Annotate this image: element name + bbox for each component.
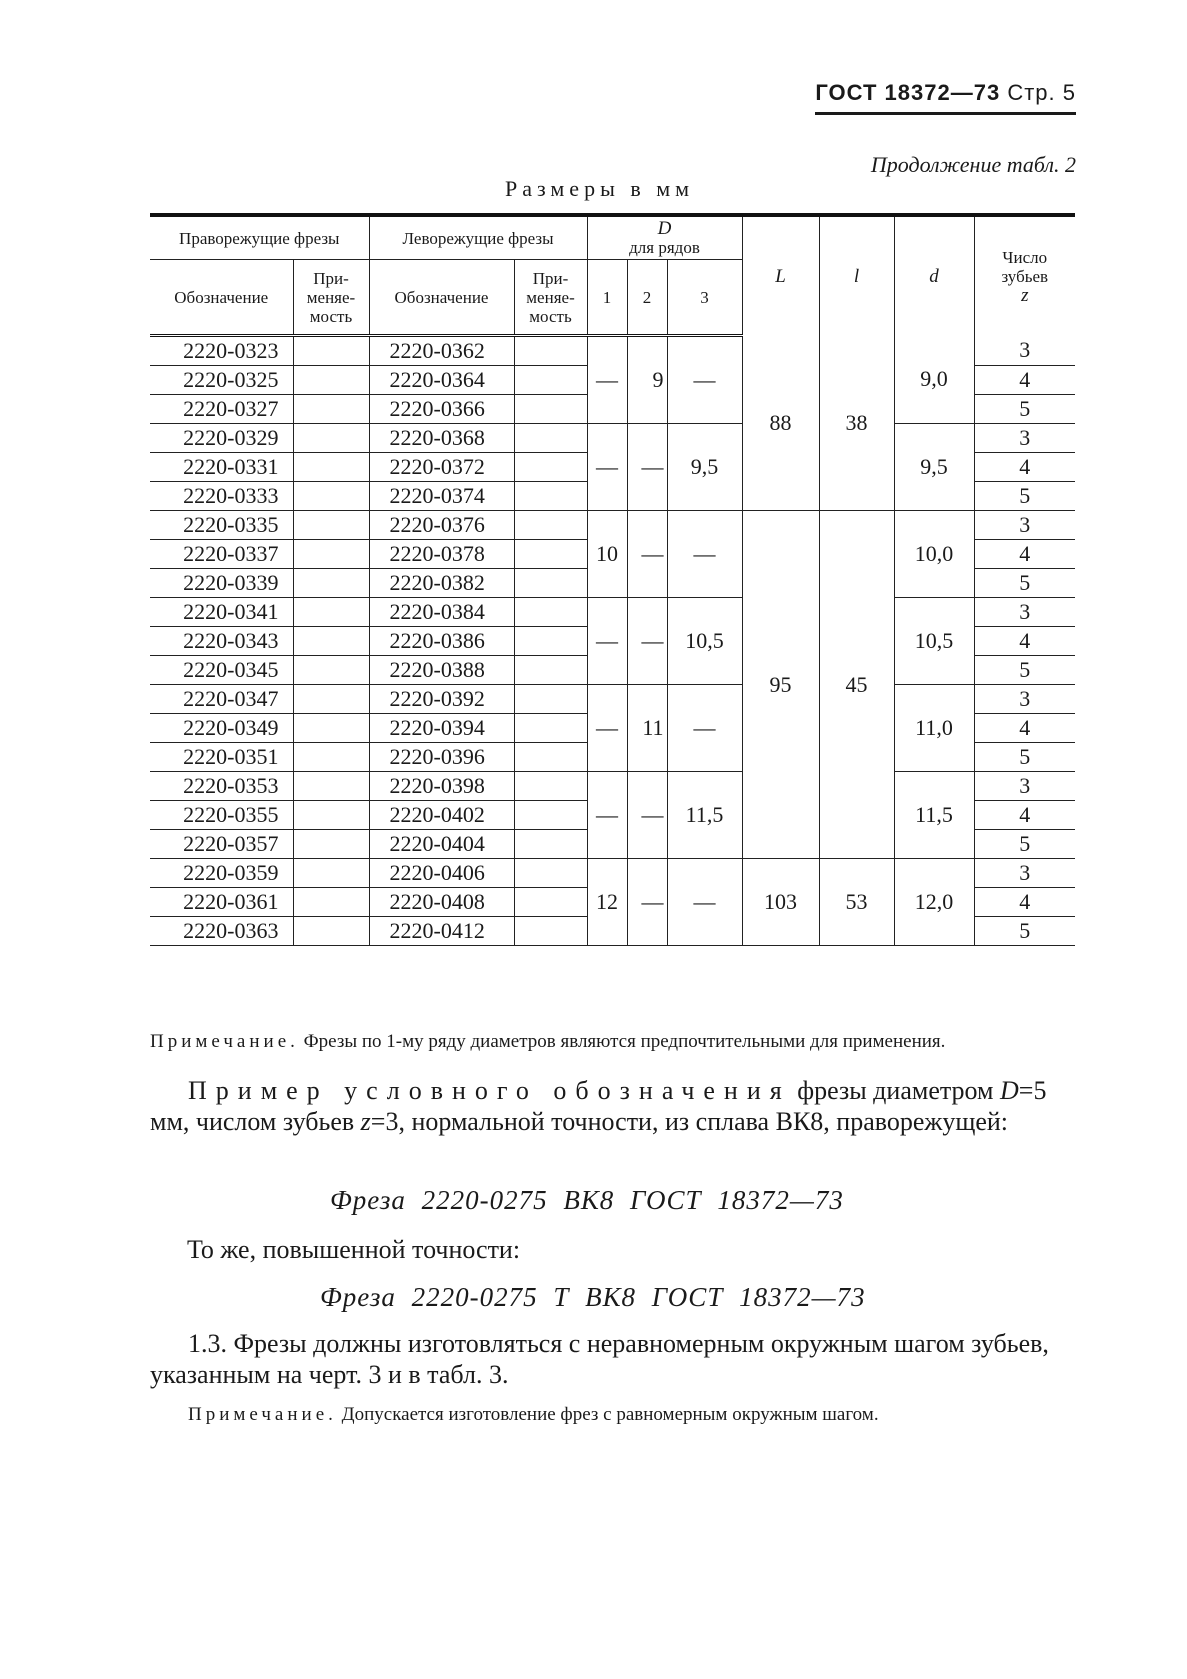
teeth-count-cell: 5: [974, 395, 1075, 424]
teeth-count-cell: 3: [974, 336, 1075, 366]
teeth-count-cell: 3: [974, 598, 1075, 627]
teeth-count-cell: 5: [974, 569, 1075, 598]
diameter-row2-cell: —: [627, 424, 667, 511]
left-designation-cell: 2220-0402: [369, 801, 514, 830]
standard-code: ГОСТ 18372—73: [815, 80, 1001, 105]
teeth-count-cell: 5: [974, 482, 1075, 511]
diameter-row2-cell: —: [627, 772, 667, 859]
right-applicability-cell: [293, 336, 369, 366]
right-applicability-cell: [293, 772, 369, 801]
clause-1-3: 1.3. Фрезы должны изготовляться с неравномерным окружным шагом зубьев, указанным на черт. 3 и в табл. 3.: [150, 1329, 1049, 1389]
left-designation-cell: 2220-0408: [369, 888, 514, 917]
right-designation-cell: 2220-0349: [150, 714, 293, 743]
teeth-header: [974, 215, 1075, 336]
teeth-count-cell: 4: [974, 714, 1075, 743]
diameter-row3-cell: 11,5: [667, 772, 742, 859]
example-text-3: =3, нормальной точности, из сплава ВК8, праворежущей:: [370, 1107, 1009, 1136]
diameter-row2-cell: 11: [627, 685, 667, 772]
diameter-row2-cell: —: [627, 511, 667, 598]
table-row: [150, 859, 1075, 888]
right-applicability-cell: [293, 540, 369, 569]
diameter-row3-cell: —: [667, 336, 742, 424]
example-text-1: фрезы диаметром: [797, 1076, 994, 1105]
teeth-count-cell: 3: [974, 685, 1075, 714]
left-designation-cell: 2220-0364: [369, 366, 514, 395]
left-applicability-cell: [514, 743, 587, 772]
note-label: Примечание.: [150, 1031, 299, 1052]
note-preferred-series: [150, 1030, 1070, 1053]
left-designation-cell: 2220-0372: [369, 453, 514, 482]
note-uniform-pitch: [150, 1403, 1070, 1426]
right-designation-cell: 2220-0345: [150, 656, 293, 685]
teeth-count-cell: 4: [974, 540, 1075, 569]
teeth-count-cell: 4: [974, 801, 1075, 830]
left-applicability-cell: [514, 685, 587, 714]
right-designation-cell: 2220-0339: [150, 569, 293, 598]
designation-example-paragraph: [150, 1075, 1070, 1137]
left-designation-cell: 2220-0386: [369, 627, 514, 656]
page-number: Стр. 5: [1007, 80, 1076, 105]
right-applicability-cell: [293, 656, 369, 685]
left-applicability-cell: [514, 801, 587, 830]
left-applicability-cell: [514, 336, 587, 366]
diameter-row3-cell: —: [667, 685, 742, 772]
length-l-cell: 53: [819, 859, 894, 946]
left-designation-cell: 2220-0368: [369, 424, 514, 453]
right-applicability-cell: [293, 424, 369, 453]
diameter-row2-cell: 9: [627, 336, 667, 424]
left-applicability-cell: [514, 395, 587, 424]
diameter-row1-cell: 12: [587, 859, 627, 946]
right-designation-cell: 2220-0327: [150, 395, 293, 424]
example-text-2: =5 мм, числом зубьев: [150, 1076, 1047, 1136]
teeth-count-cell: 5: [974, 917, 1075, 946]
left-applicability-cell: [514, 453, 587, 482]
right-applicability-cell: [293, 395, 369, 424]
bore-d-header: [894, 215, 974, 336]
length-l-cell: 45: [819, 511, 894, 859]
length-l-symbol: l: [853, 265, 860, 287]
table-body: [150, 336, 1075, 946]
diameter-row1-cell: —: [587, 598, 627, 685]
diameter-row1-cell: —: [587, 772, 627, 859]
right-designation-cell: 2220-0331: [150, 453, 293, 482]
right-applicability-cell: [293, 569, 369, 598]
right-designation-cell: 2220-0355: [150, 801, 293, 830]
left-applicability-cell: [514, 714, 587, 743]
right-designation-cell: 2220-0363: [150, 917, 293, 946]
note-label: Примечание.: [188, 1404, 337, 1425]
length-L-cell: 88: [742, 336, 819, 511]
right-designation-cell: 2220-0343: [150, 627, 293, 656]
left-designation-cell: 2220-0378: [369, 540, 514, 569]
left-applicability-cell: [514, 511, 587, 540]
right-designation-cell: 2220-0329: [150, 424, 293, 453]
right-applicability-cell: [293, 830, 369, 859]
length-L-cell: 95: [742, 511, 819, 859]
right-applicability-cell: [293, 453, 369, 482]
right-applicability-header: При- меняе- мость: [293, 260, 369, 336]
right-applicability-cell: [293, 714, 369, 743]
left-applicability-cell: [514, 917, 587, 946]
table-row: [150, 424, 1075, 453]
note-text: Фрезы по 1-му ряду диаметров являются предпочтительными для применения.: [303, 1031, 946, 1052]
left-designation-cell: 2220-0406: [369, 859, 514, 888]
left-applicability-cell: [514, 888, 587, 917]
diameter-symbol: D: [657, 218, 672, 239]
length-L-header: [742, 215, 819, 336]
length-l-cell: 38: [819, 336, 894, 511]
right-designation-cell: 2220-0359: [150, 859, 293, 888]
row-1-header: 1: [587, 260, 627, 336]
right-applicability-cell: [293, 743, 369, 772]
table-row: [150, 336, 1075, 366]
left-designation-cell: 2220-0394: [369, 714, 514, 743]
teeth-count-cell: 3: [974, 772, 1075, 801]
teeth-count-cell: 5: [974, 743, 1075, 772]
example-formula-higher: Фреза 2220-0275 Т ВК8 ГОСТ 18372—73: [320, 1282, 866, 1312]
left-applicability-cell: [514, 859, 587, 888]
length-l-header: [819, 215, 894, 336]
diameter-header: [587, 215, 742, 260]
bore-d-cell: 10,5: [894, 598, 974, 685]
left-applicability-cell: [514, 627, 587, 656]
right-designation-cell: 2220-0357: [150, 830, 293, 859]
bore-d-symbol: d: [929, 265, 939, 287]
table-row: [150, 772, 1075, 801]
left-cut-header: Леворежущие фрезы: [369, 215, 587, 260]
left-designation-cell: 2220-0396: [369, 743, 514, 772]
bore-d-cell: 11,0: [894, 685, 974, 772]
left-designation-cell: 2220-0376: [369, 511, 514, 540]
diameter-row3-cell: —: [667, 859, 742, 946]
right-designation-cell: 2220-0351: [150, 743, 293, 772]
left-designation-cell: 2220-0362: [369, 336, 514, 366]
table-row: [150, 598, 1075, 627]
example-z-symbol: z: [360, 1107, 371, 1136]
left-applicability-cell: [514, 830, 587, 859]
diameter-row3-cell: —: [667, 511, 742, 598]
diameter-row1-cell: —: [587, 424, 627, 511]
right-applicability-cell: [293, 482, 369, 511]
left-applicability-cell: [514, 540, 587, 569]
diameter-row1-cell: 10: [587, 511, 627, 598]
right-designation-header: Обозначение: [150, 260, 293, 336]
diameter-row1-cell: —: [587, 336, 627, 424]
page-header: [815, 80, 1076, 115]
right-applicability-cell: [293, 685, 369, 714]
right-applicability-cell: [293, 801, 369, 830]
length-L-cell: 103: [742, 859, 819, 946]
bore-d-cell: 11,5: [894, 772, 974, 859]
left-applicability-cell: [514, 598, 587, 627]
left-designation-cell: 2220-0398: [369, 772, 514, 801]
right-cut-header: Праворежущие фрезы: [150, 215, 369, 260]
bore-d-cell: 12,0: [894, 859, 974, 946]
table-row: [150, 685, 1075, 714]
right-designation-cell: 2220-0333: [150, 482, 293, 511]
table-continuation-label: Продолжение табл. 2: [870, 152, 1076, 177]
right-designation-cell: 2220-0361: [150, 888, 293, 917]
example-lead: Пример условного обозначения: [188, 1076, 791, 1105]
diameter-row2-cell: —: [627, 598, 667, 685]
left-applicability-header: При- меняе- мость: [514, 260, 587, 336]
left-designation-cell: 2220-0392: [369, 685, 514, 714]
diameter-row3-cell: 9,5: [667, 424, 742, 511]
bore-d-cell: 9,0: [894, 336, 974, 424]
note-text: Допускается изготовление фрез с равномерным окружным шагом.: [341, 1404, 879, 1425]
left-applicability-cell: [514, 366, 587, 395]
left-applicability-cell: [514, 424, 587, 453]
teeth-count-cell: 4: [974, 366, 1075, 395]
right-applicability-cell: [293, 859, 369, 888]
right-designation-cell: 2220-0341: [150, 598, 293, 627]
left-designation-cell: 2220-0382: [369, 569, 514, 598]
row-2-header: 2: [627, 260, 667, 336]
right-designation-cell: 2220-0323: [150, 336, 293, 366]
left-designation-cell: 2220-0412: [369, 917, 514, 946]
right-designation-cell: 2220-0337: [150, 540, 293, 569]
teeth-count-cell: 5: [974, 656, 1075, 685]
right-applicability-cell: [293, 598, 369, 627]
table-row: [150, 511, 1075, 540]
same-higher-accuracy-text: То же, повышенной точности:: [187, 1235, 521, 1264]
example-formula-normal: Фреза 2220-0275 ВК8 ГОСТ 18372—73: [330, 1185, 844, 1215]
teeth-count-cell: 4: [974, 888, 1075, 917]
bore-d-cell: 10,0: [894, 511, 974, 598]
right-applicability-cell: [293, 627, 369, 656]
left-designation-cell: 2220-0388: [369, 656, 514, 685]
teeth-symbol: z: [1021, 284, 1029, 306]
right-designation-cell: 2220-0335: [150, 511, 293, 540]
left-designation-cell: 2220-0374: [369, 482, 514, 511]
right-applicability-cell: [293, 888, 369, 917]
left-designation-cell: 2220-0404: [369, 830, 514, 859]
left-designation-cell: 2220-0384: [369, 598, 514, 627]
teeth-count-cell: 5: [974, 830, 1075, 859]
teeth-count-cell: 3: [974, 511, 1075, 540]
diameter-rows-label: для рядов: [629, 238, 700, 257]
left-designation-cell: 2220-0366: [369, 395, 514, 424]
row-3-header: 3: [667, 260, 742, 336]
left-designation-header: Обозначение: [369, 260, 514, 336]
right-designation-cell: 2220-0325: [150, 366, 293, 395]
right-applicability-cell: [293, 366, 369, 395]
left-applicability-cell: [514, 656, 587, 685]
cutters-dimensions-table: [150, 213, 1075, 946]
units-caption: Размеры в мм: [505, 176, 695, 201]
diameter-row2-cell: —: [627, 859, 667, 946]
teeth-count-cell: 3: [974, 859, 1075, 888]
right-designation-cell: 2220-0353: [150, 772, 293, 801]
right-designation-cell: 2220-0347: [150, 685, 293, 714]
left-applicability-cell: [514, 569, 587, 598]
bore-d-cell: 9,5: [894, 424, 974, 511]
teeth-count-cell: 4: [974, 627, 1075, 656]
diameter-row3-cell: 10,5: [667, 598, 742, 685]
example-D-symbol: D: [1000, 1076, 1019, 1105]
length-L-symbol: L: [775, 265, 786, 287]
left-applicability-cell: [514, 482, 587, 511]
teeth-count-cell: 3: [974, 424, 1075, 453]
left-applicability-cell: [514, 772, 587, 801]
right-applicability-cell: [293, 917, 369, 946]
diameter-row1-cell: —: [587, 685, 627, 772]
teeth-count-cell: 4: [974, 453, 1075, 482]
teeth-label: Число зубьев: [1001, 247, 1049, 286]
right-applicability-cell: [293, 511, 369, 540]
